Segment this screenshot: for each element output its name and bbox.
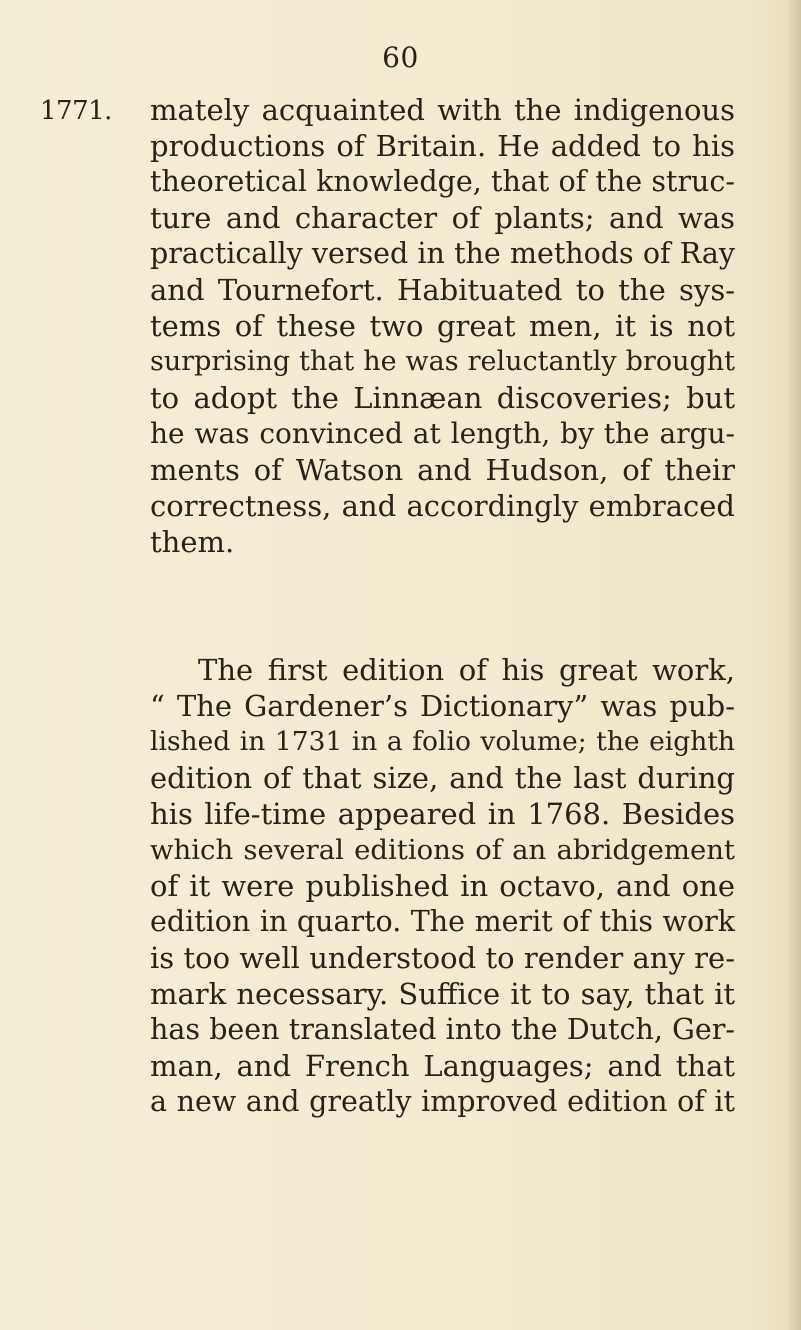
text-line: correctness, and accordingly embraced	[150, 489, 735, 523]
page-number: 60	[382, 41, 419, 74]
text-line: them.	[150, 525, 235, 559]
paragraph-1	[150, 92, 735, 560]
text-line: mately acquainted with the indigenous	[150, 93, 735, 127]
text-line: and Tournefort. Habituated to the sys-	[150, 273, 735, 307]
text-line: lished in 1731 in a folio volume; the eighth	[150, 726, 735, 757]
text-line: to adopt the Linnæan discoveries; but	[150, 381, 735, 415]
page-edge-shadow	[787, 0, 801, 1330]
text-line: tems of these two great men, it is not	[150, 309, 735, 343]
paragraph-2	[150, 652, 735, 1120]
text-line: practically versed in the methods of Ray	[150, 237, 735, 270]
text-line: ments of Watson and Hudson, of their	[150, 453, 735, 487]
text-line: he was convinced at length, by the argu-	[150, 417, 735, 450]
text-line: which several editions of an abridgement	[150, 834, 735, 866]
text-line: “ The Gardener’s Dictionary” was pub-	[150, 689, 735, 723]
text-line: ture and character of plants; and was	[150, 201, 735, 235]
text-line: The first edition of his great work,	[198, 653, 735, 687]
text-line: his life-time appeared in 1768. Besides	[150, 797, 735, 831]
text-line: a new and greatly improved edition of it	[150, 1085, 735, 1118]
text-line: has been translated into the Dutch, Ger-	[150, 1013, 735, 1046]
margin-year-note: 1771.	[40, 96, 112, 126]
text-line: is too well understood to render any re-	[150, 941, 735, 975]
text-line: man, and French Languages; and that	[150, 1049, 735, 1083]
text-line: theoretical knowledge, that of the struc-	[150, 165, 735, 198]
text-line: productions of Britain. He added to his	[150, 129, 735, 163]
text-line: edition of that size, and the last during	[150, 761, 735, 795]
text-line: surprising that he was reluctantly brought	[150, 346, 735, 377]
text-line: mark necessary. Suffice it to say, that it	[150, 977, 735, 1011]
text-line: edition in quarto. The merit of this work	[150, 905, 735, 938]
text-line: of it were published in octavo, and one	[150, 869, 735, 903]
